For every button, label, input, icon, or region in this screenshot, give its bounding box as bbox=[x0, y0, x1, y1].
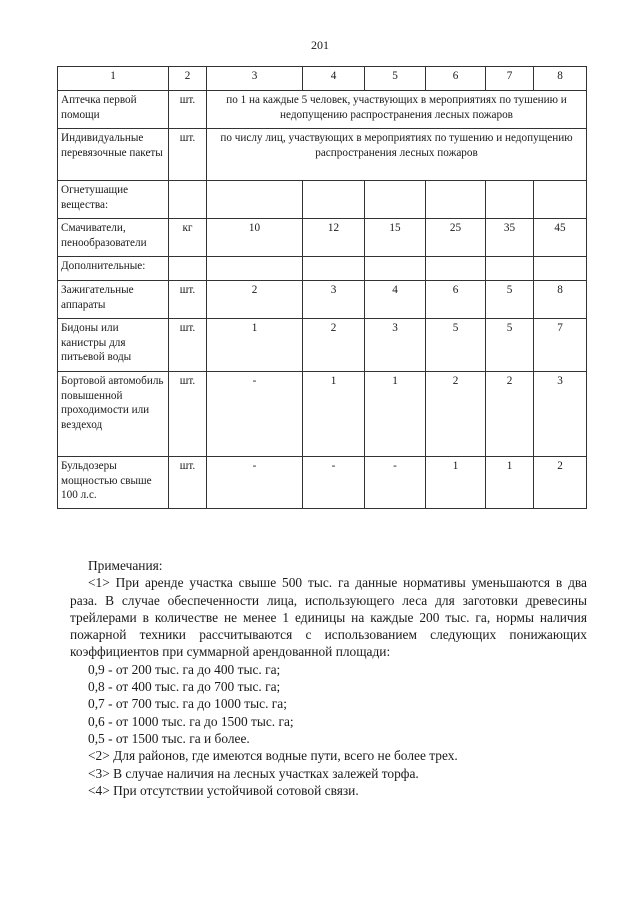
item-unit: шт. bbox=[169, 372, 207, 457]
note-4: <4> При отсутствии устойчивой сотовой связи. bbox=[88, 782, 359, 798]
value-cell: 3 bbox=[303, 281, 365, 319]
column-header: 1 bbox=[58, 67, 169, 91]
item-unit bbox=[169, 181, 207, 219]
value-cell: 5 bbox=[486, 281, 534, 319]
column-header: 4 bbox=[303, 67, 365, 91]
value-cell: 1 bbox=[365, 372, 426, 457]
page-number: 201 bbox=[311, 38, 329, 52]
value-cell: 7 bbox=[534, 319, 587, 372]
item-name: Аптечка первой помощи bbox=[58, 91, 169, 129]
value-cell: 35 bbox=[486, 219, 534, 257]
value-cell: 1 bbox=[303, 372, 365, 457]
value-cell: 3 bbox=[365, 319, 426, 372]
value-cell bbox=[207, 257, 303, 281]
table-row bbox=[58, 372, 587, 457]
value-cell bbox=[365, 257, 426, 281]
value-cell bbox=[303, 257, 365, 281]
value-cell: - bbox=[207, 457, 303, 509]
value-cell bbox=[426, 181, 486, 219]
value-cell bbox=[303, 181, 365, 219]
value-cell: 1 bbox=[486, 457, 534, 509]
table-row bbox=[58, 257, 587, 281]
note-2: <2> Для районов, где имеются водные пути, всего не более трех. bbox=[88, 748, 458, 764]
coefficient-item: 0,6 - от 1000 тыс. га до 1500 тыс. га; bbox=[88, 713, 294, 729]
item-unit: шт. bbox=[169, 281, 207, 319]
value-cell bbox=[486, 257, 534, 281]
coefficient-item: 0,5 - от 1500 тыс. га и более. bbox=[88, 730, 250, 746]
table-row bbox=[58, 281, 587, 319]
column-header: 2 bbox=[169, 67, 207, 91]
column-header: 7 bbox=[486, 67, 534, 91]
value-cell bbox=[534, 181, 587, 219]
item-name: Бортовой автомобиль повышенной проходимости или вездеход bbox=[58, 372, 169, 457]
value-cell: 1 bbox=[426, 457, 486, 509]
table-row bbox=[58, 319, 587, 372]
column-header: 6 bbox=[426, 67, 486, 91]
value-cell: 12 bbox=[303, 219, 365, 257]
note-3: <3> В случае наличия на лесных участках залежей торфа. bbox=[88, 765, 419, 781]
note-1: <1> При аренде участка свыше 500 тыс. га данные нормативы уменьшаются в два раза. В случае обеспеченности лица, использующего леса для заготовки древесины трейлерами в количестве не менее 1 единицы на каждые 200 тыс. га, нормы наличия пожарной техники рассчитываются с использованием следующих понижающих коэффициентов при суммарной арендованной площади: bbox=[70, 575, 587, 660]
value-cell: 6 bbox=[426, 281, 486, 319]
value-cell: 2 bbox=[534, 457, 587, 509]
value-cell bbox=[426, 257, 486, 281]
column-header: 3 bbox=[207, 67, 303, 91]
item-unit: шт. bbox=[169, 319, 207, 372]
equipment-norms-table bbox=[57, 66, 587, 509]
value-cell: - bbox=[365, 457, 426, 509]
item-name: Зажигательные аппараты bbox=[58, 281, 169, 319]
notes-section bbox=[70, 557, 587, 799]
value-cell: 2 bbox=[486, 372, 534, 457]
value-cell: - bbox=[303, 457, 365, 509]
table-row bbox=[58, 219, 587, 257]
item-name: Огнетушащие вещества: bbox=[58, 181, 169, 219]
item-name: Индивидуальные перевязочные пакеты bbox=[58, 129, 169, 181]
item-unit: шт. bbox=[169, 91, 207, 129]
item-norm-text: по числу лиц, участвующих в мероприятиях по тушению и недопущению распространения лесных пожаров bbox=[207, 129, 587, 181]
value-cell: - bbox=[207, 372, 303, 457]
item-name: Бульдозеры мощностью свыше 100 л.с. bbox=[58, 457, 169, 509]
item-unit bbox=[169, 257, 207, 281]
value-cell: 5 bbox=[486, 319, 534, 372]
value-cell: 15 bbox=[365, 219, 426, 257]
item-name: Смачиватели, пенообразователи bbox=[58, 219, 169, 257]
value-cell: 8 bbox=[534, 281, 587, 319]
value-cell: 2 bbox=[426, 372, 486, 457]
table-row bbox=[58, 457, 587, 509]
column-header: 5 bbox=[365, 67, 426, 91]
item-unit: шт. bbox=[169, 129, 207, 181]
value-cell bbox=[486, 181, 534, 219]
notes-title: Примечания: bbox=[88, 558, 163, 573]
coefficient-item: 0,8 - от 400 тыс. га до 700 тыс. га; bbox=[88, 679, 281, 695]
item-unit: шт. bbox=[169, 457, 207, 509]
value-cell: 1 bbox=[207, 319, 303, 372]
value-cell: 2 bbox=[303, 319, 365, 372]
table-header-row bbox=[58, 67, 587, 91]
value-cell: 4 bbox=[365, 281, 426, 319]
value-cell bbox=[534, 257, 587, 281]
table-row bbox=[58, 129, 587, 181]
value-cell: 45 bbox=[534, 219, 587, 257]
table-row bbox=[58, 91, 587, 129]
value-cell: 25 bbox=[426, 219, 486, 257]
item-unit: кг bbox=[169, 219, 207, 257]
value-cell bbox=[207, 181, 303, 219]
column-header: 8 bbox=[534, 67, 587, 91]
item-name: Дополнительные: bbox=[58, 257, 169, 281]
value-cell: 3 bbox=[534, 372, 587, 457]
item-name: Бидоны или канистры для питьевой воды bbox=[58, 319, 169, 372]
value-cell bbox=[365, 181, 426, 219]
table-row bbox=[58, 181, 587, 219]
value-cell: 2 bbox=[207, 281, 303, 319]
value-cell: 5 bbox=[426, 319, 486, 372]
value-cell: 10 bbox=[207, 219, 303, 257]
item-norm-text: по 1 на каждые 5 человек, участвующих в мероприятиях по тушению и недопущению распространения лесных пожаров bbox=[207, 91, 587, 129]
coefficient-item: 0,7 - от 700 тыс. га до 1000 тыс. га; bbox=[88, 696, 287, 712]
coefficient-item: 0,9 - от 200 тыс. га до 400 тыс. га; bbox=[88, 661, 281, 677]
